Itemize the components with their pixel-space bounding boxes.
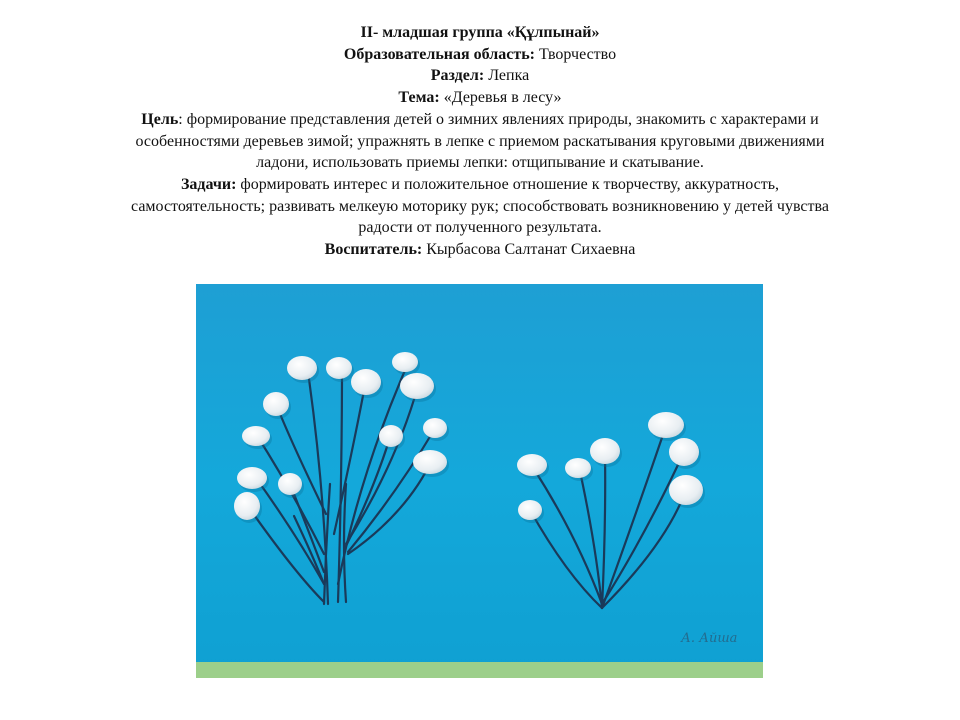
plasticine-ball [326, 357, 352, 379]
table-surface [196, 662, 763, 678]
plasticine-ball [669, 438, 699, 466]
plasticine-ball [648, 412, 684, 438]
section-line [40, 65, 920, 87]
tasks-line-1 [40, 174, 920, 196]
teacher-line [40, 239, 920, 261]
goal-label: Цель [141, 110, 179, 128]
plasticine-ball [351, 369, 381, 395]
area-line [40, 44, 920, 66]
plasticine-ball [278, 473, 302, 495]
plasticine-ball [669, 475, 703, 505]
group-heading: II- младшая группа «Құлпынай» [360, 24, 600, 41]
plasticine-ball [263, 392, 289, 416]
section-value: Лепка [484, 67, 530, 85]
plasticine-ball [565, 458, 591, 478]
teacher-label: Воспитатель: [324, 241, 423, 259]
tasks-label: Задачи: [180, 175, 237, 193]
craft-photo [196, 284, 763, 678]
topic-value: «Деревья в лесу» [439, 89, 562, 107]
section-label: Раздел: [430, 67, 485, 85]
plasticine-ball [590, 438, 620, 464]
plasticine-ball [518, 500, 542, 520]
plasticine-ball [423, 418, 447, 438]
plasticine-trees-artwork [196, 284, 763, 678]
plasticine-ball [237, 467, 267, 489]
plasticine-ball [379, 425, 403, 447]
plasticine-ball [242, 426, 270, 446]
tasks-text-1: формировать интерес и положительное отношение к творчеству, аккуратность, [236, 175, 780, 193]
lesson-description [40, 22, 920, 261]
topic-line [40, 87, 920, 109]
goal-line-1 [40, 109, 920, 131]
plasticine-ball [400, 373, 434, 399]
area-value: Творчество [535, 45, 617, 63]
plasticine-ball [392, 352, 418, 372]
signature: А. Айша [681, 631, 738, 646]
plasticine-ball [413, 450, 447, 474]
plasticine-ball [517, 454, 547, 476]
topic-label: Тема: [398, 89, 440, 107]
plasticine-ball [287, 356, 317, 380]
goal-text-1: : формирование представления детей о зимних явлениях природы, знакомить с характерами и [178, 110, 819, 128]
area-label: Образовательная область: [343, 45, 535, 63]
tasks-line-2: самостоятельность; развивать мелкеую моторику рук; способствовать возникновению у детей чувства [131, 197, 829, 215]
goal-line-2: особенностями деревьев зимой; упражнять в лепке с приемом раскатывания круговыми движениями [135, 132, 825, 150]
plasticine-ball [234, 492, 260, 520]
teacher-value: Кырбасова Салтанат Сихаевна [422, 241, 636, 259]
tasks-line-3: радости от полученного результата. [358, 219, 602, 237]
goal-line-3: ладони, использовать приемы лепки: отщипывание и скатывание. [256, 154, 704, 172]
